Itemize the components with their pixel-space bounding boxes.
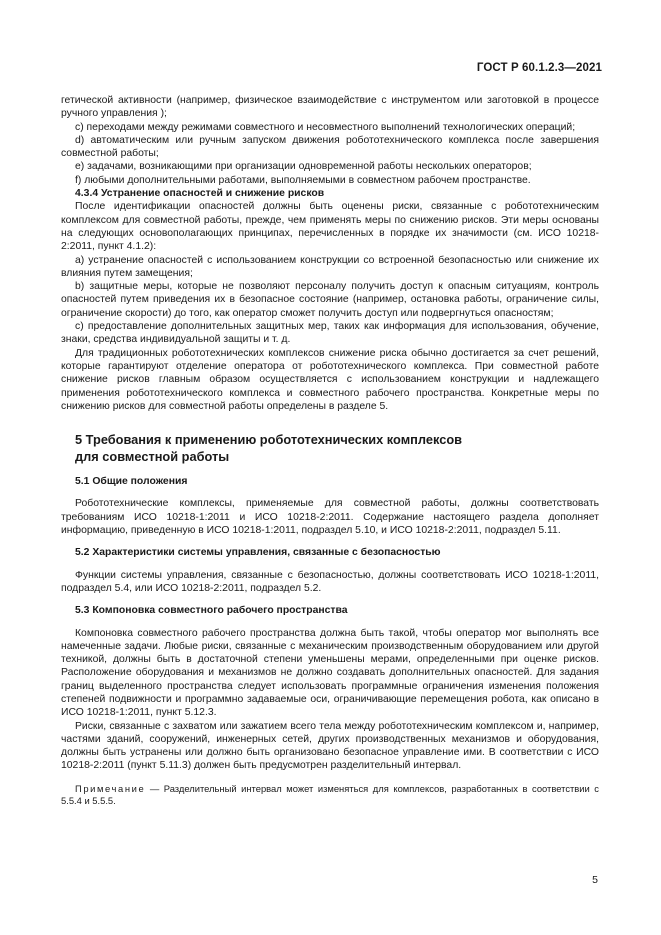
paragraph-intro: После идентификации опасностей должны быть оценены риски, связанные с робототехническим комплексом для совместной работы, прежде, чем применять меры по снижению рисков. Эти меры основаны на следующих основополагающих принципах, перечисленных в порядке их значимости (см. ИСО 10218-2:2011, пункт 4.1.2): [61,201,599,253]
page-body [61,94,599,808]
spacer [61,773,599,783]
list-item-e: e) задачами, возникающими при организации одновременной работы нескольких операторов; [75,161,532,173]
note-label: Примечание [75,782,146,794]
document-code-header: ГОСТ Р 60.1.2.3—2021 [476,62,602,74]
list-item-d: d) автоматическим или ручным запуском движения робототехнического комплекса после завершения совместной работы; [61,134,599,160]
list-item-a: a) устранение опасностей с использованием конструкции со встроенной безопасностью или снижение их влияния путем замещения; [61,254,599,279]
section-heading-5 [75,432,599,465]
spacer [61,595,599,604]
paragraph-5-1: Робототехнические комплексы, применяемые для совместной работы, должны соответствовать требованиям ИСО 10218-1:2011 и ИСО 10218-2:2011. Содержание настоящего раздела дополняет информацию, приведенную в ИСО 10218-1:2011, подраздел 5.10, и ИСО 10218-2:2011, подраздел 5.11. [61,498,599,537]
subsection-heading-4-3-4: 4.3.4 Устранение опасностей и снижение рисков [75,188,325,200]
list-item-b: b) защитные меры, которые не позволяют персоналу получить доступ к опасным ситуациям, контроль опасностей путем приведения их в безопасное состояние (например, остановка работы, ограничение силы, ограничение скорости) до того, как оператор сможет получить доступ или подвергнуться опасностям; [61,281,599,319]
subsection-heading-5-3: 5.3 Компоновка совместного рабочего пространства [75,605,348,617]
note-text: — Разделительный интервал может изменяться для комплексов, разработанных в соответствии с 5.5.4 и 5.5.5. [61,782,599,807]
spacer [61,537,599,546]
paragraph-5-3-b: Риски, связанные с захватом или зажатием всего тела между робототехническим комплексом и, например, частями зданий, сооружений, инженерных сетей, других производственных механизмов и оборудования, должны быть устранены или должно быть организовано безопасное управление ими. В соответствии с ИСО 10218-2:2011 (пункт 5.11.3) должен быть предусмотрен разделительный интервал. [61,720,599,772]
section-heading-5-line1: 5 Требования к применению робототехнических комплексов [75,432,462,448]
page-number: 5 [592,874,598,886]
paragraph-5-2: Функции системы управления, связанные с безопасностью, должны соответствовать ИСО 10218-1:2011, подраздел 5.4, или ИСО 10218-2:2011, подраздел 5.2. [61,569,599,594]
paragraph-5-3-a: Компоновка совместного рабочего пространства должна быть такой, чтобы оператор мог выполнять все намеченные задачи. Любые риски, связанные с механическим производственным оборудованием или другой техникой, должны быть в достаточной степени уменьшены мерами, определенными при оценке рисков. Расположение оборудования и механизмов не должно создавать дополнительных опасностей. Для задания границ выделенного пространства следует использовать программные ограничения изменения положения степеней подвижности и программно задаваемые оси, ограничивающие перемещения робота, как описано в ИСО 10218-1:2011, пункт 5.12.3. [61,627,599,719]
list-item-c2: c) предоставление дополнительных защитных мер, таких как информация для использования, обучение, знаки, средства индивидуальной защиты и т. д. [61,321,599,346]
subsection-heading-5-1: 5.1 Общие положения [75,476,188,488]
list-item-c: c) переходами между режимами совместного и несовместного выполнений технологических операций; [75,121,576,133]
list-item-f: f) любыми дополнительными работами, выполняемыми в совместном рабочем пространстве. [75,174,531,186]
paragraph-continuation: гетической активности (например, физическое взаимодействие с инструментом или заготовкой в процессе ручного управления ); [61,95,599,120]
section-heading-5-line2: для совместной работы [75,448,230,464]
subsection-heading-5-2: 5.2 Характеристики системы управления, связанные с безопасностью [75,547,441,559]
paragraph-closing: Для традиционных робототехнических комплексов снижение риска обычно достигается за счет решений, которые гарантируют отделение оператора от робототехнического комплекса. При совместной работе снижение рисков главным образом осуществляется с использованием конструкции и надлежащего применения робототехнического комплекса и совместного рабочего пространства. Конкретные меры по снижению рисков для совместной работы определены в разделе 5. [61,347,599,412]
note [61,783,599,808]
